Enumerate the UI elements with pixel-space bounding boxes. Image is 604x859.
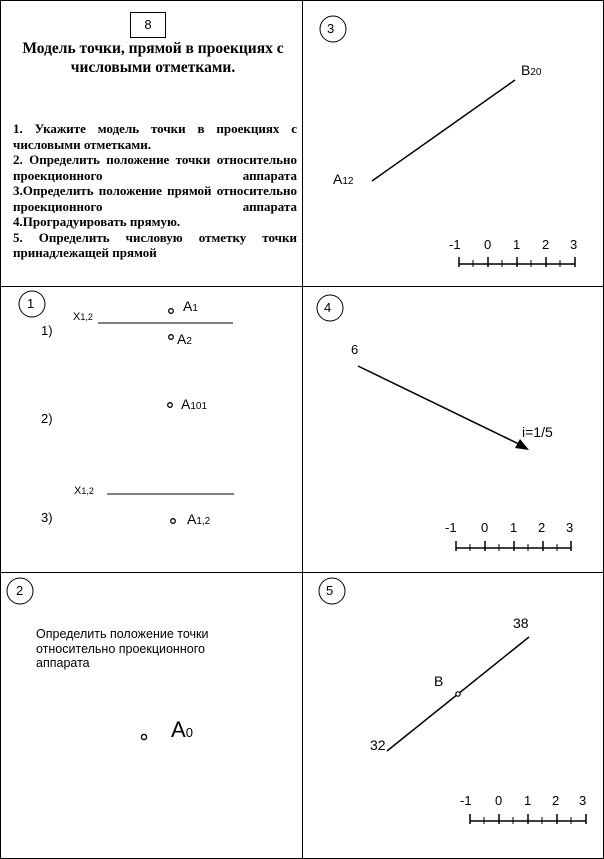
panel-number: 5 [326, 583, 334, 598]
point-label: A101 [181, 396, 208, 412]
task-item-4: 4.Проградуировать прямую. [13, 214, 181, 229]
task-panel [0, 0, 303, 287]
scale-label: 3 [579, 793, 587, 808]
panel-5 [302, 572, 604, 859]
case-label: 1) [41, 323, 53, 338]
scale-label: -1 [445, 520, 457, 535]
elevation-mark: 6 [351, 342, 359, 357]
panel-1 [0, 286, 303, 573]
scale-label: 1 [524, 793, 532, 808]
scale-label: 1 [513, 237, 521, 252]
point-label: B [434, 673, 444, 689]
panel-number: 2 [16, 583, 24, 598]
task-list [13, 121, 297, 261]
point-b-label: B20 [521, 62, 542, 78]
point-a12 [171, 519, 176, 524]
sloped-line [358, 366, 525, 447]
panel-2-prompt: Определить положение точки относительно проекционного аппарата [36, 627, 209, 670]
scale-label: 2 [552, 793, 560, 808]
point-label: A1,2 [187, 511, 211, 527]
panel-3 [302, 0, 604, 287]
scale-bar [459, 257, 575, 267]
scale-label: 2 [542, 237, 550, 252]
task-item-5: 5. Определить числовую отметку точки принадлежащей прямой [13, 229, 297, 260]
scale-bar [456, 541, 571, 551]
panel-2 [0, 572, 303, 859]
axis-label: X1,2 [73, 311, 93, 323]
point-a-label: A12 [333, 171, 354, 187]
point-label: A2 [177, 331, 192, 347]
elevation-mark: 38 [513, 615, 529, 631]
slope-label: i=1/5 [522, 424, 553, 440]
scale-label: -1 [460, 793, 472, 808]
scale-label: 0 [481, 520, 489, 535]
point-a0 [141, 734, 146, 739]
scale-label: 0 [495, 793, 503, 808]
scale-label: -1 [449, 237, 461, 252]
panel-5-drawing [303, 573, 604, 859]
point-label: A1 [183, 298, 198, 314]
task-item-1: 1. Укажите модель точки в проекциях с числовыми отметками. [13, 121, 297, 152]
arrow-head-icon [515, 439, 529, 450]
panel-number: 3 [327, 21, 335, 36]
card-title: Модель точки, прямой в проекциях с числовыми отметками. [22, 40, 284, 76]
scale-label: 0 [484, 237, 492, 252]
card-number: 8 [130, 12, 166, 38]
panel-2-drawing [1, 573, 303, 859]
panel-number: 4 [324, 300, 332, 315]
scale-label: 3 [570, 237, 578, 252]
task-item-2: 2. Определить положение точки относительно проекционного аппарата [13, 152, 297, 183]
task-item-3: 3.Определить положение прямой относительно проекционного аппарата [13, 183, 297, 214]
point-a2 [169, 335, 174, 340]
case-label: 3) [41, 510, 53, 525]
panel-4 [302, 286, 604, 573]
panel-number: 1 [27, 296, 35, 311]
point-a1 [169, 309, 174, 314]
point-label: A0 [171, 717, 193, 742]
axis-label: X1,2 [74, 485, 94, 497]
point-b [456, 692, 460, 696]
line-ab [372, 80, 515, 181]
scale-label: 1 [510, 520, 518, 535]
elevation-mark: 32 [370, 737, 386, 753]
scale-label: 2 [538, 520, 546, 535]
case-label: 2) [41, 411, 53, 426]
scale-label: 3 [566, 520, 574, 535]
point-a101 [168, 403, 173, 408]
scale-bar [470, 814, 586, 824]
